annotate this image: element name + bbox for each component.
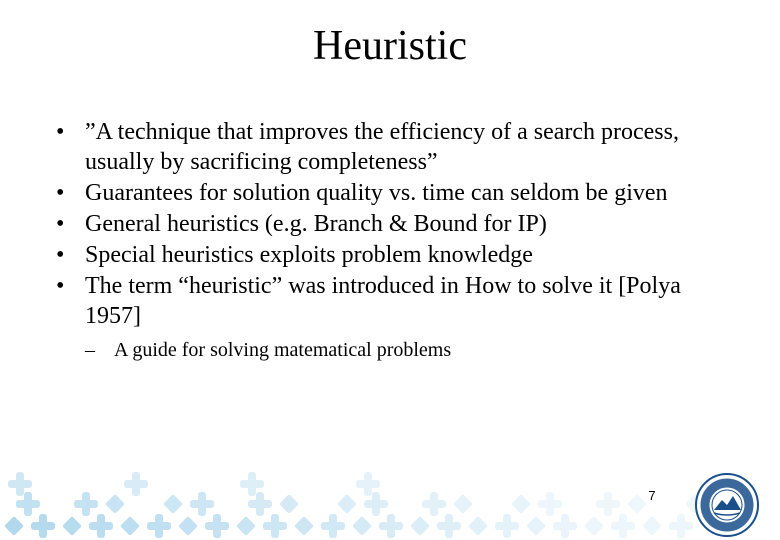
pattern-mark [669,514,693,538]
bullet-text: Special heuristics exploits problem knowledge [85,242,533,268]
pattern-mark [236,516,256,536]
bullet-list [56,117,736,364]
bullet-text: General heuristics (e.g. Branch & Bound for IP) [85,211,547,237]
bullet-glyph: • [56,180,65,206]
bullet-item [56,240,736,270]
pattern-mark [190,492,214,516]
subbullet-item [85,337,736,363]
pattern-mark [352,516,372,536]
bullet-item [56,271,736,363]
bullet-text: ”A technique that improves the efficiency of a search process, usually by sacrificing completeness” [85,119,679,175]
pattern-mark [337,494,357,514]
pattern-mark [453,494,473,514]
pattern-mark [178,516,198,536]
college-seal-icon [694,472,760,538]
bullet-glyph: • [56,119,65,145]
pattern-mark [642,516,662,536]
pattern-mark [31,514,55,538]
subbullet-list [85,337,736,363]
pattern-mark [538,492,562,516]
pattern-mark [410,516,430,536]
pattern-mark [263,514,287,538]
pattern-mark [379,514,403,538]
pattern-mark [553,514,577,538]
pattern-mark [437,514,461,538]
pattern-mark [468,516,488,536]
pattern-mark [62,516,82,536]
bullet-item [56,117,736,177]
pattern-mark [279,494,299,514]
bullet-item [56,209,736,239]
pattern-mark [147,514,171,538]
pattern-mark [611,514,635,538]
bullet-glyph: • [56,211,65,237]
slide-title: Heuristic [313,23,467,69]
pattern-mark [596,492,620,516]
pattern-mark [89,514,113,538]
decorative-pattern [0,468,700,540]
pattern-mark [511,494,531,514]
bullet-text: The term “heuristic” was introduced in How to solve it [Polya 1957] [85,273,681,329]
pattern-mark [526,516,546,536]
pattern-mark [4,516,24,536]
bullet-item [56,178,736,208]
bullet-text: Guarantees for solution quality vs. time can seldom be given [85,180,668,206]
bullet-glyph: • [56,273,65,299]
subbullet-glyph: – [85,339,95,361]
pattern-mark [584,516,604,536]
pattern-mark [321,514,345,538]
pattern-mark [495,514,519,538]
subbullet-text: A guide for solving matematical problems [114,339,452,361]
pattern-mark [74,492,98,516]
pattern-mark [294,516,314,536]
pattern-mark [124,472,148,496]
pattern-mark [105,494,125,514]
bullet-glyph: • [56,242,65,268]
pattern-mark [205,514,229,538]
pattern-mark [163,494,183,514]
pattern-mark [422,492,446,516]
page-number: 7 [648,488,656,503]
pattern-mark [120,516,140,536]
